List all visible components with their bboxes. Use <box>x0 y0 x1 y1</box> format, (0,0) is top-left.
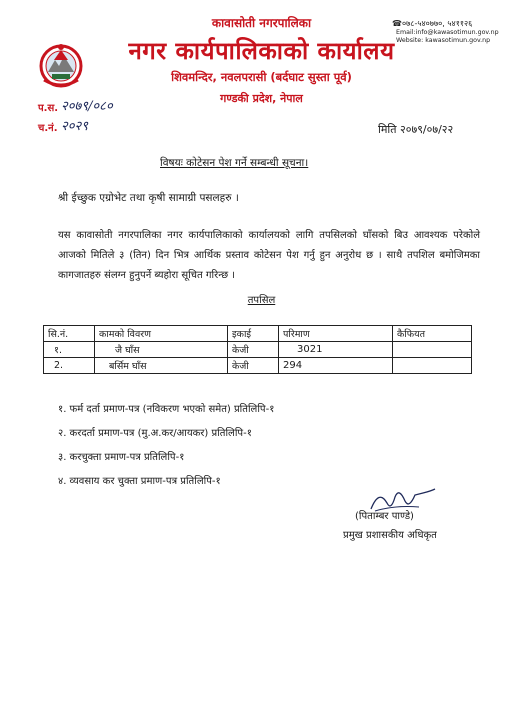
municipality-name: कावासोती नगरपालिका <box>211 16 312 30</box>
signatory-name: (पिताम्बर पाण्डे) <box>355 511 414 522</box>
col-header-sn: सि.नं. <box>44 326 95 342</box>
recipient-line: श्री ईच्छुक एग्रोभेट तथा कृषी सामाग्री पसलहरु । <box>58 192 239 204</box>
table-header-row <box>44 326 472 342</box>
signatory-title: प्रमुख प्रशासकीय अधिकृत <box>343 530 437 541</box>
list-item: १. फर्म दर्ता प्रमाण-पत्र (नविकरण भएको समेत) प्रतिलिपि-१ <box>58 404 275 415</box>
table-row <box>44 342 472 358</box>
col-header-remarks: कैफियत <box>393 326 472 342</box>
address-line-2: गण्डकी प्रदेश, नेपाल <box>220 92 303 105</box>
cell-unit: केजी <box>228 358 279 374</box>
list-item: ३. करचुक्ता प्रमाण-पत्र प्रतिलिपि-१ <box>58 452 185 463</box>
cell-quantity <box>279 342 393 358</box>
body-paragraph: यस कावासोती नगरपालिका नगर कार्यपालिकाको कार्यालयको लागि तपसिलको घाँसको बिउ आवश्यक परेकोले आजको मितिले ३ (तिन) दिन भित्र आर्थिक प्रस्ताव कोटेसन पेश गर्नु हुन अनुरोध छ । साथै तपशिल बमोजिमका कागजातहरु संलग्न हुनुपर्ने ब्यहोरा सूचित गरिन्छ । <box>58 230 480 281</box>
subject-line: विषयः कोटेसन पेश गर्ने सम्बन्धी सूचना। <box>160 157 309 169</box>
table-row <box>44 358 472 374</box>
cn-label: च.नं. <box>38 123 58 134</box>
items-table <box>43 325 472 374</box>
cell-description: जै घाँस <box>95 342 228 358</box>
letter-date: मिति २०७९/०७/२२ <box>378 123 454 136</box>
cell-remarks <box>393 358 472 374</box>
col-header-quantity: परिमाण <box>279 326 393 342</box>
phone-number: ☎०७८-५४०७७०, ५४११२६ <box>392 19 473 28</box>
cell-quantity <box>279 358 393 374</box>
address-line-1: शिवमन्दिर, नवलपरासी (बर्दघाट सुस्ता पूर्व) <box>171 70 352 84</box>
office-title: नगर कार्यपालिकाको कार्यालय <box>128 37 395 65</box>
schedule-heading: तपसिल <box>247 295 276 306</box>
ps-label: प.स. <box>38 103 59 114</box>
email-address: Email:info@kawasotimun.gov.np <box>396 29 499 36</box>
cell-sn: 2. <box>44 358 95 374</box>
list-item: ४. व्यवसाय कर चुक्ता प्रमाण-पत्र प्रतिलिपि-१ <box>58 476 221 487</box>
required-documents-list <box>58 398 274 494</box>
cell-remarks <box>393 342 472 358</box>
quantity-value: 294 <box>283 360 303 371</box>
col-header-unit: इकाई <box>228 326 279 342</box>
ps-number: २०७९/०८० <box>61 99 113 114</box>
cell-unit: केजी <box>228 342 279 358</box>
cn-number: २०२९ <box>61 119 89 134</box>
col-header-description: कामको विवरण <box>95 326 228 342</box>
quantity-value: 3021 <box>297 344 323 355</box>
cell-sn: १. <box>44 342 95 358</box>
cell-description: बर्सिम घाँस <box>95 358 228 374</box>
list-item: २. करदर्ता प्रमाण-पत्र (मु.अ.कर/आयकर) प्रतिलिपि-१ <box>58 428 252 439</box>
website-address: Website: kawasotimun.gov.np <box>396 37 491 44</box>
